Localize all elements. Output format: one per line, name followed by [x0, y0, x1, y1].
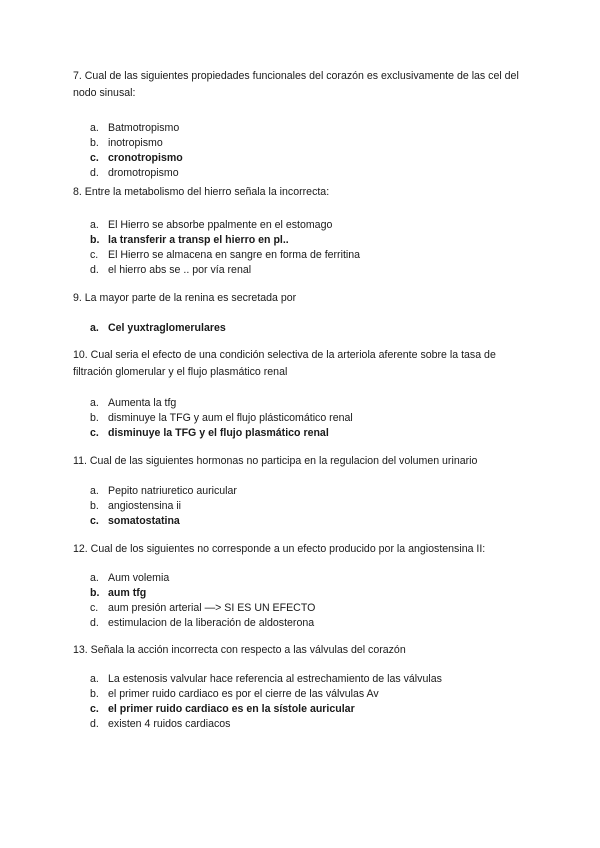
question-7 — [73, 68, 533, 181]
question-8 — [73, 184, 533, 278]
option-text: El Hierro se almacena en sangre en forma de ferritina — [108, 249, 361, 261]
option-letter: d. — [90, 167, 99, 179]
option-b-correct — [73, 586, 533, 601]
option-letter: a. — [90, 322, 99, 334]
option-letter: d. — [90, 264, 99, 276]
option-a — [73, 571, 533, 586]
option-letter: b. — [90, 500, 99, 512]
option-letter: a. — [90, 485, 99, 497]
option-d — [73, 616, 533, 631]
question-13 — [73, 642, 533, 732]
option-letter: d. — [90, 617, 99, 629]
option-text: La estenosis valvular hace referencia al estrechamiento de las válvulas — [108, 673, 442, 685]
option-a — [73, 396, 533, 411]
option-text: Pepito natriuretico auricular — [108, 485, 237, 497]
option-text: aum tfg — [108, 587, 147, 599]
question-11 — [73, 453, 533, 529]
option-letter: c. — [90, 427, 99, 439]
option-letter: c. — [90, 249, 99, 261]
option-c-correct — [73, 702, 533, 717]
option-text: cronotropismo — [108, 152, 183, 164]
question-stem: 7. Cual de las siguientes propiedades funcionales del corazón es exclusivamente de las cel del nodo sinusal: — [73, 70, 519, 99]
option-letter: b. — [90, 234, 100, 246]
option-text: somatostatina — [108, 515, 180, 527]
option-text: el primer ruido cardiaco es por el cierre de las válvulas Av — [108, 688, 379, 700]
option-letter: d. — [90, 718, 99, 730]
option-a — [73, 672, 533, 687]
option-letter: a. — [90, 673, 99, 685]
option-d — [73, 166, 533, 181]
option-letter: b. — [90, 688, 99, 700]
option-text: inotropismo — [108, 137, 163, 149]
option-text: aum presión arterial —> SI ES UN EFECTO — [108, 602, 316, 614]
option-b-correct — [73, 233, 533, 248]
question-12 — [73, 541, 533, 631]
option-text: Aum volemia — [108, 572, 170, 584]
option-text: angiostensina ii — [108, 500, 182, 512]
option-text: el hierro abs se .. por vía renal — [108, 264, 252, 276]
option-text: estimulacion de la liberación de aldosterona — [108, 617, 315, 629]
option-d — [73, 717, 533, 732]
option-text: Aumenta la tfg — [108, 397, 177, 409]
option-letter: a. — [90, 219, 99, 231]
option-text: la transferir a transp el hierro en pl.. — [108, 234, 289, 246]
option-a-correct — [73, 321, 533, 336]
option-a — [73, 121, 533, 136]
question-stem: 11. Cual de las siguientes hormonas no participa en la regulacion del volumen urinario — [73, 455, 478, 467]
option-letter: c. — [90, 703, 99, 715]
option-c — [73, 601, 533, 616]
option-text: disminuye la TFG y el flujo plasmático renal — [108, 427, 329, 439]
option-letter: a. — [90, 122, 99, 134]
option-text: el primer ruido cardiaco es en la sístole auricular — [108, 703, 355, 715]
question-stem: 13. Señala la acción incorrecta con respecto a las válvulas del corazón — [73, 644, 406, 656]
option-letter: c. — [90, 602, 99, 614]
option-text: disminuye la TFG y aum el flujo plásticomático renal — [108, 412, 353, 424]
option-text: El Hierro se absorbe ppalmente en el estomago — [108, 219, 333, 231]
option-b — [73, 411, 533, 426]
option-text: dromotropismo — [108, 167, 179, 179]
question-stem: 10. Cual seria el efecto de una condición selectiva de la arteriola aferente sobre la tasa de filtración glomerular y el flujo plasmático renal — [73, 349, 496, 378]
option-letter: a. — [90, 397, 99, 409]
option-b — [73, 687, 533, 702]
question-10 — [73, 347, 533, 441]
option-letter: a. — [90, 572, 99, 584]
question-stem: 12. Cual de los siguientes no corresponde a un efecto producido por la angiostensina II: — [73, 543, 486, 555]
option-letter: b. — [90, 587, 100, 599]
option-letter: c. — [90, 515, 99, 527]
option-c-correct — [73, 151, 533, 166]
option-b — [73, 136, 533, 151]
option-letter: b. — [90, 137, 99, 149]
option-text: Cel yuxtraglomerulares — [108, 322, 226, 334]
option-letter: c. — [90, 152, 99, 164]
question-9 — [73, 290, 533, 336]
option-a — [73, 484, 533, 499]
option-b — [73, 499, 533, 514]
option-a — [73, 218, 533, 233]
option-c — [73, 248, 533, 263]
option-c-correct — [73, 426, 533, 441]
option-c-correct — [73, 514, 533, 529]
option-d — [73, 263, 533, 278]
question-stem: 9. La mayor parte de la renina es secretada por — [73, 292, 297, 304]
option-text: Batmotropismo — [108, 122, 180, 134]
option-text: existen 4 ruidos cardiacos — [108, 718, 231, 730]
option-letter: b. — [90, 412, 99, 424]
question-stem: 8. Entre la metabolismo del hierro señala la incorrecta: — [73, 186, 330, 198]
